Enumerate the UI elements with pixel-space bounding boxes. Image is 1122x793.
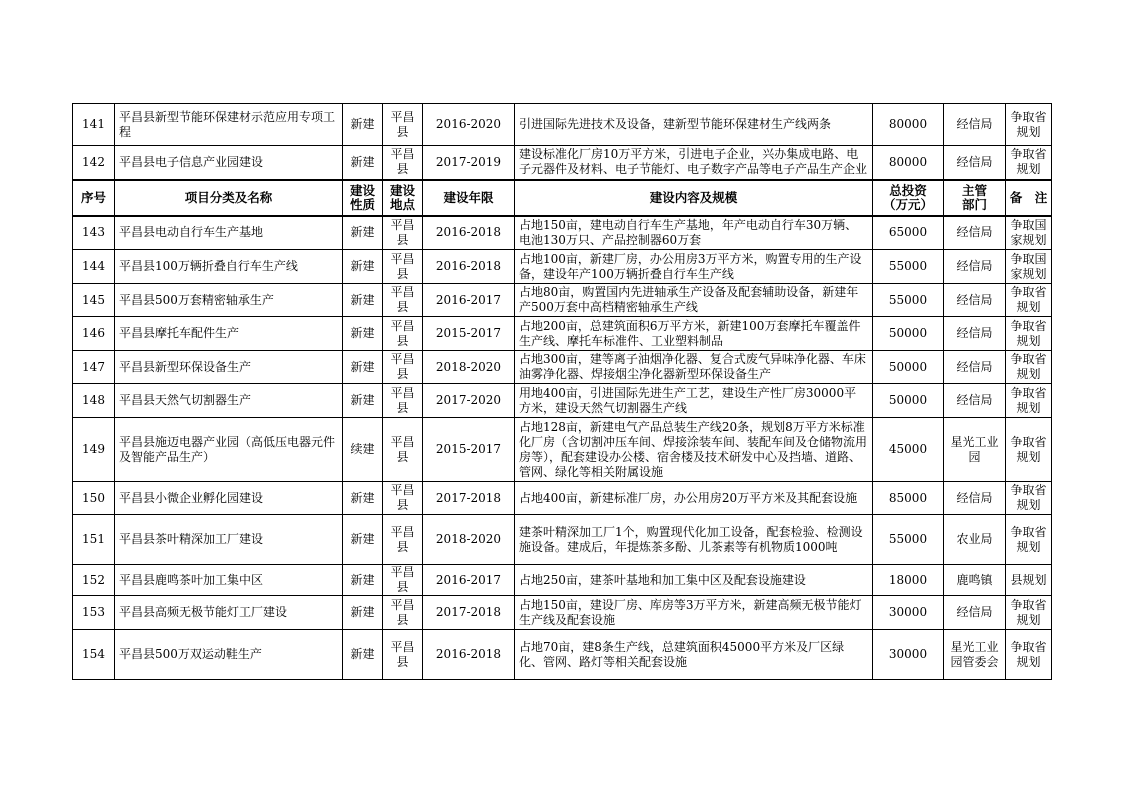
cell-dept: 经信局 xyxy=(944,216,1006,250)
table-row xyxy=(73,146,1052,180)
table-row xyxy=(73,317,1052,351)
cell-investment: 65000 xyxy=(873,216,944,250)
cell-type: 新建 xyxy=(343,317,383,351)
header-row xyxy=(73,180,1052,216)
cell-content: 用地400亩，引进国际先进生产工艺，建设生产性厂房30000平方米，建设天然气切割器生产线 xyxy=(515,384,873,418)
cell-content: 建设标准化厂房10万平方米，引进电子企业，兴办集成电路、电子元器件及材料、电子节能灯、电子数字产品等电子产品生产企业 xyxy=(515,146,873,180)
cell-years: 2018-2020 xyxy=(423,515,515,565)
cell-dept: 经信局 xyxy=(944,146,1006,180)
table-row xyxy=(73,284,1052,317)
cell-years: 2016-2017 xyxy=(423,284,515,317)
cell-investment: 55000 xyxy=(873,250,944,284)
cell-content: 占地400亩，新建标准厂房，办公用房20万平方米及其配套设施 xyxy=(515,482,873,515)
cell-location: 平昌县 xyxy=(383,630,423,680)
header-location: 建设 地点 xyxy=(383,180,423,216)
cell-remark: 争取省规划 xyxy=(1006,104,1052,146)
cell-years: 2017-2018 xyxy=(423,596,515,630)
cell-dept: 经信局 xyxy=(944,104,1006,146)
cell-investment: 30000 xyxy=(873,596,944,630)
cell-content: 占地150亩，建电动自行车生产基地，年产电动自行车30万辆、电池130万只、产品控制器60万套 xyxy=(515,216,873,250)
cell-content: 占地100亩，新建厂房，办公用房3万平方米，购置专用的生产设备，建设年产100万辆折叠自行车生产线 xyxy=(515,250,873,284)
cell-type: 新建 xyxy=(343,630,383,680)
cell-type: 新建 xyxy=(343,146,383,180)
cell-location: 平昌县 xyxy=(383,482,423,515)
cell-location: 平昌县 xyxy=(383,317,423,351)
cell-years: 2016-2017 xyxy=(423,565,515,596)
cell-no: 146 xyxy=(73,317,115,351)
table-row xyxy=(73,384,1052,418)
cell-location: 平昌县 xyxy=(383,250,423,284)
cell-location: 平昌县 xyxy=(383,146,423,180)
cell-location: 平昌县 xyxy=(383,418,423,482)
cell-remark: 争取国家规划 xyxy=(1006,216,1052,250)
cell-content: 占地250亩，建茶叶基地和加工集中区及配套设施建设 xyxy=(515,565,873,596)
cell-dept: 经信局 xyxy=(944,250,1006,284)
cell-name: 平昌县500万双运动鞋生产 xyxy=(115,630,343,680)
cell-location: 平昌县 xyxy=(383,351,423,384)
cell-name: 平昌县新型环保设备生产 xyxy=(115,351,343,384)
header-type: 建设 性质 xyxy=(343,180,383,216)
header-dept: 主管 部门 xyxy=(944,180,1006,216)
cell-years: 2016-2018 xyxy=(423,250,515,284)
cell-years: 2015-2017 xyxy=(423,418,515,482)
cell-name: 平昌县500万套精密轴承生产 xyxy=(115,284,343,317)
cell-dept: 星光工业园 xyxy=(944,418,1006,482)
cell-remark: 争取省规划 xyxy=(1006,284,1052,317)
cell-type: 新建 xyxy=(343,351,383,384)
cell-no: 142 xyxy=(73,146,115,180)
cell-dept: 经信局 xyxy=(944,384,1006,418)
cell-investment: 45000 xyxy=(873,418,944,482)
cell-type: 新建 xyxy=(343,515,383,565)
table-row xyxy=(73,482,1052,515)
cell-remark: 争取国家规划 xyxy=(1006,250,1052,284)
cell-content: 占地300亩，建等离子油烟净化器、复合式废气异味净化器、车床油雾净化器、焊接烟尘净化器新型环保设备生产 xyxy=(515,351,873,384)
cell-years: 2016-2018 xyxy=(423,216,515,250)
cell-type: 新建 xyxy=(343,596,383,630)
table-row xyxy=(73,565,1052,596)
header-no: 序号 xyxy=(73,180,115,216)
cell-investment: 30000 xyxy=(873,630,944,680)
cell-dept: 星光工业园管委会 xyxy=(944,630,1006,680)
table-row xyxy=(73,216,1052,250)
cell-content: 占地200亩，总建筑面积6万平方米，新建100万套摩托车覆盖件生产线、摩托车标准件、工业塑料制品 xyxy=(515,317,873,351)
cell-remark: 争取省规划 xyxy=(1006,418,1052,482)
table-row xyxy=(73,104,1052,146)
cell-type: 新建 xyxy=(343,284,383,317)
cell-type: 新建 xyxy=(343,565,383,596)
cell-years: 2016-2018 xyxy=(423,630,515,680)
table-row xyxy=(73,630,1052,680)
cell-remark: 争取省规划 xyxy=(1006,317,1052,351)
header-content: 建设内容及规模 xyxy=(515,180,873,216)
cell-no: 154 xyxy=(73,630,115,680)
cell-location: 平昌县 xyxy=(383,596,423,630)
cell-dept: 经信局 xyxy=(944,317,1006,351)
cell-no: 151 xyxy=(73,515,115,565)
cell-years: 2017-2020 xyxy=(423,384,515,418)
table-row xyxy=(73,351,1052,384)
cell-name: 平昌县高频无极节能灯工厂建设 xyxy=(115,596,343,630)
header-remark: 备 注 xyxy=(1006,180,1052,216)
cell-no: 149 xyxy=(73,418,115,482)
cell-dept: 经信局 xyxy=(944,596,1006,630)
cell-remark: 县规划 xyxy=(1006,565,1052,596)
cell-years: 2017-2019 xyxy=(423,146,515,180)
table-body-top xyxy=(73,104,1052,180)
cell-location: 平昌县 xyxy=(383,384,423,418)
cell-content: 建茶叶精深加工厂1个，购置现代化加工设备，配套检验、检测设施设备。建成后，年提炼茶多酚、儿茶素等有机物质1000吨 xyxy=(515,515,873,565)
cell-content: 占地70亩，建8条生产线，总建筑面积45000平方米及厂区绿化、管网、路灯等相关配套设施 xyxy=(515,630,873,680)
cell-type: 新建 xyxy=(343,250,383,284)
header-years: 建设年限 xyxy=(423,180,515,216)
table-row xyxy=(73,596,1052,630)
table-row xyxy=(73,515,1052,565)
cell-remark: 争取省规划 xyxy=(1006,146,1052,180)
cell-location: 平昌县 xyxy=(383,515,423,565)
cell-no: 148 xyxy=(73,384,115,418)
cell-name: 平昌县施迈电器产业园（高低压电器元件及智能产品生产） xyxy=(115,418,343,482)
cell-dept: 经信局 xyxy=(944,351,1006,384)
cell-name: 平昌县小微企业孵化园建设 xyxy=(115,482,343,515)
cell-location: 平昌县 xyxy=(383,216,423,250)
cell-type: 续建 xyxy=(343,418,383,482)
cell-years: 2015-2017 xyxy=(423,317,515,351)
cell-no: 141 xyxy=(73,104,115,146)
cell-dept: 经信局 xyxy=(944,482,1006,515)
project-table xyxy=(72,103,1052,680)
cell-type: 新建 xyxy=(343,384,383,418)
cell-investment: 55000 xyxy=(873,515,944,565)
cell-name: 平昌县100万辆折叠自行车生产线 xyxy=(115,250,343,284)
cell-content: 占地150亩，建设厂房、库房等3万平方米，新建高频无极节能灯生产线及配套设施 xyxy=(515,596,873,630)
cell-content: 占地80亩，购置国内先进轴承生产设备及配套辅助设备，新建年产500万套中高档精密轴承生产线 xyxy=(515,284,873,317)
cell-remark: 争取省规划 xyxy=(1006,630,1052,680)
cell-name: 平昌县新型节能环保建材示范应用专项工程 xyxy=(115,104,343,146)
cell-remark: 争取省规划 xyxy=(1006,482,1052,515)
cell-name: 平昌县摩托车配件生产 xyxy=(115,317,343,351)
cell-investment: 85000 xyxy=(873,482,944,515)
cell-investment: 50000 xyxy=(873,317,944,351)
table-row xyxy=(73,250,1052,284)
cell-remark: 争取省规划 xyxy=(1006,515,1052,565)
cell-remark: 争取省规划 xyxy=(1006,596,1052,630)
table-body-bottom xyxy=(73,216,1052,680)
cell-investment: 55000 xyxy=(873,284,944,317)
cell-location: 平昌县 xyxy=(383,284,423,317)
header-investment: 总投资 （万元） xyxy=(873,180,944,216)
cell-location: 平昌县 xyxy=(383,104,423,146)
cell-content: 占地128亩，新建电气产品总装生产线20条，规划8万平方米标准化厂房（含切割冲压车间、焊接涂装车间、装配车间及仓储物流用房等），配套建设办公楼、宿舍楼及技术研发中心及挡墙、道路、管网、绿化等相关附属设施 xyxy=(515,418,873,482)
header-name: 项目分类及名称 xyxy=(115,180,343,216)
cell-type: 新建 xyxy=(343,216,383,250)
cell-name: 平昌县电动自行车生产基地 xyxy=(115,216,343,250)
cell-years: 2018-2020 xyxy=(423,351,515,384)
cell-name: 平昌县天然气切割器生产 xyxy=(115,384,343,418)
cell-no: 145 xyxy=(73,284,115,317)
cell-name: 平昌县电子信息产业园建设 xyxy=(115,146,343,180)
cell-location: 平昌县 xyxy=(383,565,423,596)
cell-no: 147 xyxy=(73,351,115,384)
cell-type: 新建 xyxy=(343,482,383,515)
cell-no: 144 xyxy=(73,250,115,284)
cell-no: 150 xyxy=(73,482,115,515)
cell-remark: 争取省规划 xyxy=(1006,351,1052,384)
cell-remark: 争取省规划 xyxy=(1006,384,1052,418)
table-header xyxy=(73,180,1052,216)
cell-investment: 80000 xyxy=(873,146,944,180)
cell-content: 引进国际先进技术及设备，建新型节能环保建材生产线两条 xyxy=(515,104,873,146)
table-row xyxy=(73,418,1052,482)
cell-dept: 鹿鸣镇 xyxy=(944,565,1006,596)
cell-name: 平昌县鹿鸣茶叶加工集中区 xyxy=(115,565,343,596)
cell-type: 新建 xyxy=(343,104,383,146)
cell-no: 153 xyxy=(73,596,115,630)
cell-years: 2016-2020 xyxy=(423,104,515,146)
cell-investment: 18000 xyxy=(873,565,944,596)
cell-investment: 50000 xyxy=(873,351,944,384)
cell-no: 152 xyxy=(73,565,115,596)
cell-no: 143 xyxy=(73,216,115,250)
cell-dept: 农业局 xyxy=(944,515,1006,565)
cell-name: 平昌县茶叶精深加工厂建设 xyxy=(115,515,343,565)
cell-investment: 50000 xyxy=(873,384,944,418)
cell-investment: 80000 xyxy=(873,104,944,146)
cell-dept: 经信局 xyxy=(944,284,1006,317)
cell-years: 2017-2018 xyxy=(423,482,515,515)
